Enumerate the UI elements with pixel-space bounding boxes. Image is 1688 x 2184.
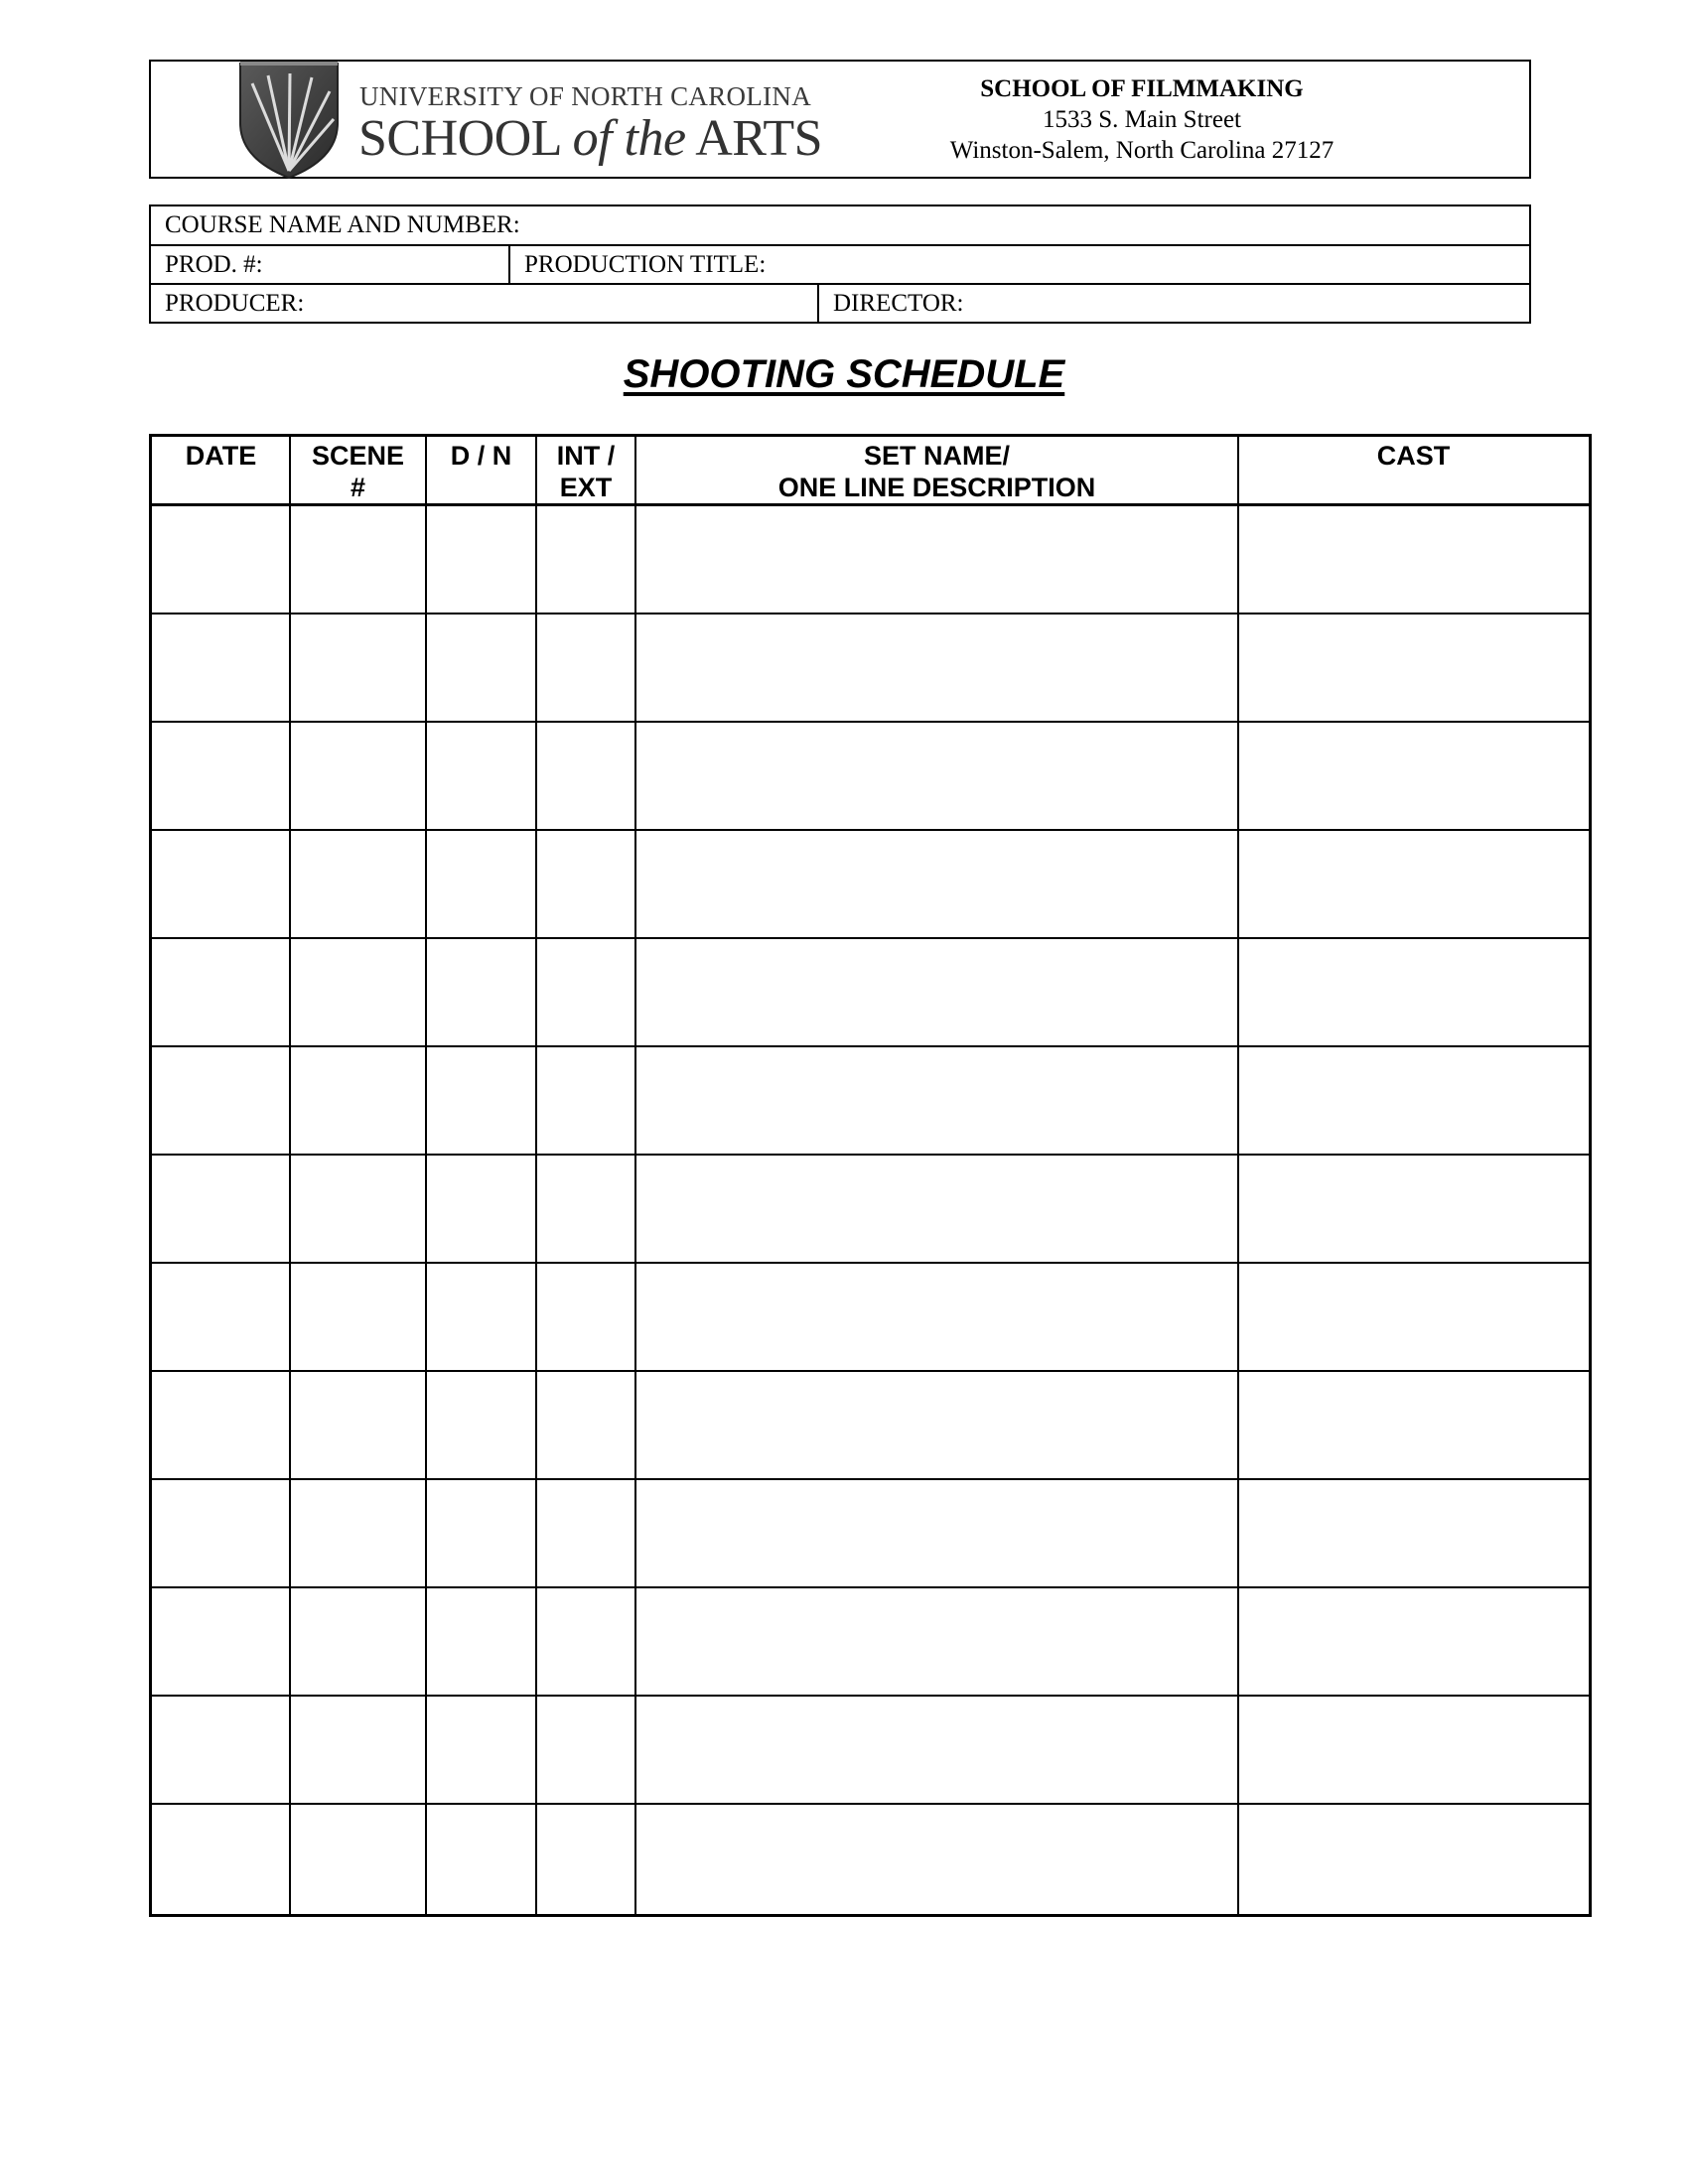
logo-arts-word: ARTS xyxy=(695,110,823,167)
schedule-cell[interactable] xyxy=(636,1156,1237,1262)
col-cast-line1: CAST xyxy=(1376,441,1451,471)
schedule-cell[interactable] xyxy=(537,1805,634,1911)
schedule-cell[interactable] xyxy=(636,1480,1237,1586)
schedule-cell[interactable] xyxy=(537,1588,634,1695)
col-scene-line1: SCENE xyxy=(311,441,405,471)
prod-number-field[interactable]: PROD. #: xyxy=(165,251,263,278)
schedule-cell[interactable] xyxy=(152,1480,289,1586)
col-setname-line2: ONE LINE DESCRIPTION xyxy=(777,473,1096,502)
schedule-cell[interactable] xyxy=(291,1480,425,1586)
schedule-cell[interactable] xyxy=(427,939,535,1045)
schedule-cell[interactable] xyxy=(636,1588,1237,1695)
schedule-cell[interactable] xyxy=(1239,939,1589,1045)
schedule-cell[interactable] xyxy=(1239,506,1589,613)
schedule-cell[interactable] xyxy=(636,1264,1237,1370)
schedule-cell[interactable] xyxy=(427,1156,535,1262)
info-row-crew xyxy=(151,283,1529,322)
schedule-cell[interactable] xyxy=(537,506,634,613)
schedule-cell[interactable] xyxy=(152,1588,289,1695)
schedule-cell[interactable] xyxy=(537,614,634,721)
schedule-cell[interactable] xyxy=(291,1372,425,1478)
schedule-cell[interactable] xyxy=(291,506,425,613)
schedule-cell[interactable] xyxy=(636,723,1237,829)
logo-school-word: SCHOOL xyxy=(358,110,561,167)
schedule-cell[interactable] xyxy=(636,939,1237,1045)
document-title: SHOOTING SCHEDULE xyxy=(623,352,1065,396)
info-row-course xyxy=(151,206,1529,244)
logo-ofthe-word: of the xyxy=(572,110,686,167)
schedule-cell[interactable] xyxy=(636,1047,1237,1154)
col-date-header xyxy=(152,437,290,503)
schedule-cell[interactable] xyxy=(152,1156,289,1262)
schedule-cell[interactable] xyxy=(427,506,535,613)
schedule-cell[interactable] xyxy=(636,1805,1237,1911)
production-title-field[interactable]: PRODUCTION TITLE: xyxy=(508,246,1529,283)
schedule-cell[interactable] xyxy=(427,831,535,937)
schedule-cell[interactable] xyxy=(1239,1156,1589,1262)
col-setname-line1: SET NAME/ xyxy=(863,441,1010,471)
schedule-cell[interactable] xyxy=(537,831,634,937)
schedule-cell[interactable] xyxy=(152,723,289,829)
schedule-cell[interactable] xyxy=(1239,1588,1589,1695)
schedule-cell[interactable] xyxy=(1239,831,1589,937)
schedule-cell[interactable] xyxy=(291,1047,425,1154)
schedule-cell[interactable] xyxy=(152,1264,289,1370)
col-dn-header xyxy=(426,437,536,503)
school-name: SCHOOL OF FILMMAKING xyxy=(980,75,1304,102)
col-intext-line1: INT / xyxy=(556,441,616,471)
col-cast-header xyxy=(1238,437,1589,503)
schedule-cell[interactable] xyxy=(291,614,425,721)
info-row-production xyxy=(151,244,1529,283)
schedule-cell[interactable] xyxy=(152,1047,289,1154)
schedule-cell[interactable] xyxy=(537,1156,634,1262)
letterhead xyxy=(149,60,1531,179)
schedule-cell[interactable] xyxy=(427,614,535,721)
schedule-cell[interactable] xyxy=(636,506,1237,613)
schedule-cell[interactable] xyxy=(291,723,425,829)
schedule-cell[interactable] xyxy=(636,1697,1237,1803)
col-intext-line2: EXT xyxy=(559,473,613,502)
schedule-cell[interactable] xyxy=(1239,1805,1589,1911)
schedule-cell[interactable] xyxy=(152,939,289,1045)
schedule-cell[interactable] xyxy=(427,1805,535,1911)
schedule-cell[interactable] xyxy=(291,1588,425,1695)
schedule-cell[interactable] xyxy=(427,1264,535,1370)
schedule-cell[interactable] xyxy=(1239,1480,1589,1586)
schedule-cell[interactable] xyxy=(1239,1697,1589,1803)
schedule-cell[interactable] xyxy=(636,614,1237,721)
schedule-cell[interactable] xyxy=(291,1697,425,1803)
schedule-cell[interactable] xyxy=(152,1805,289,1911)
schedule-cell[interactable] xyxy=(291,1805,425,1911)
school-logo xyxy=(238,62,823,179)
col-setname-header xyxy=(635,437,1238,503)
production-info xyxy=(149,205,1531,324)
logo-university-text: UNIVERSITY OF NORTH CAROLINA xyxy=(359,81,812,111)
col-date-line1: DATE xyxy=(185,441,257,471)
schedule-cell[interactable] xyxy=(291,831,425,937)
col-intext-header xyxy=(536,437,635,503)
schedule-cell[interactable] xyxy=(427,723,535,829)
schedule-cell[interactable] xyxy=(537,939,634,1045)
schedule-cell[interactable] xyxy=(152,831,289,937)
schedule-cell[interactable] xyxy=(1239,723,1589,829)
col-scene-line2: # xyxy=(350,473,366,502)
table-body xyxy=(152,506,1589,1914)
schedule-cell[interactable] xyxy=(537,1480,634,1586)
schedule-cell[interactable] xyxy=(427,1480,535,1586)
schedule-cell[interactable] xyxy=(537,723,634,829)
schedule-cell[interactable] xyxy=(427,1697,535,1803)
schedule-cell[interactable] xyxy=(427,1588,535,1695)
shooting-schedule-table xyxy=(149,434,1592,1917)
street-address: 1533 S. Main Street xyxy=(1043,106,1241,133)
schedule-cell[interactable] xyxy=(291,1264,425,1370)
col-dn-line1: D / N xyxy=(450,441,512,471)
schedule-cell[interactable] xyxy=(537,1372,634,1478)
schedule-cell[interactable] xyxy=(636,831,1237,937)
logo-school-text xyxy=(358,109,822,168)
schedule-cell[interactable] xyxy=(636,1372,1237,1478)
shield-logo-icon xyxy=(238,62,340,179)
schedule-cell[interactable] xyxy=(1239,1264,1589,1370)
schedule-cell[interactable] xyxy=(1239,1047,1589,1154)
schedule-cell[interactable] xyxy=(427,1047,535,1154)
schedule-cell[interactable] xyxy=(291,939,425,1045)
schedule-cell[interactable] xyxy=(1239,614,1589,721)
city-address: Winston-Salem, North Carolina 27127 xyxy=(949,137,1335,164)
schedule-cell[interactable] xyxy=(537,1697,634,1803)
schedule-cell[interactable] xyxy=(152,1372,289,1478)
schedule-cell[interactable] xyxy=(537,1264,634,1370)
course-field[interactable]: COURSE NAME AND NUMBER: xyxy=(165,211,520,238)
schedule-cell[interactable] xyxy=(537,1047,634,1154)
schedule-cell[interactable] xyxy=(152,614,289,721)
schedule-cell[interactable] xyxy=(152,1697,289,1803)
schedule-cell[interactable] xyxy=(152,506,289,613)
schedule-cell[interactable] xyxy=(1239,1372,1589,1478)
schedule-cell[interactable] xyxy=(291,1156,425,1262)
schedule-cell[interactable] xyxy=(427,1372,535,1478)
table-header xyxy=(152,437,1589,506)
school-address xyxy=(884,73,1400,166)
producer-field[interactable]: PRODUCER: xyxy=(165,290,305,317)
director-field[interactable]: DIRECTOR: xyxy=(817,285,1529,322)
col-scene-header xyxy=(290,437,426,503)
